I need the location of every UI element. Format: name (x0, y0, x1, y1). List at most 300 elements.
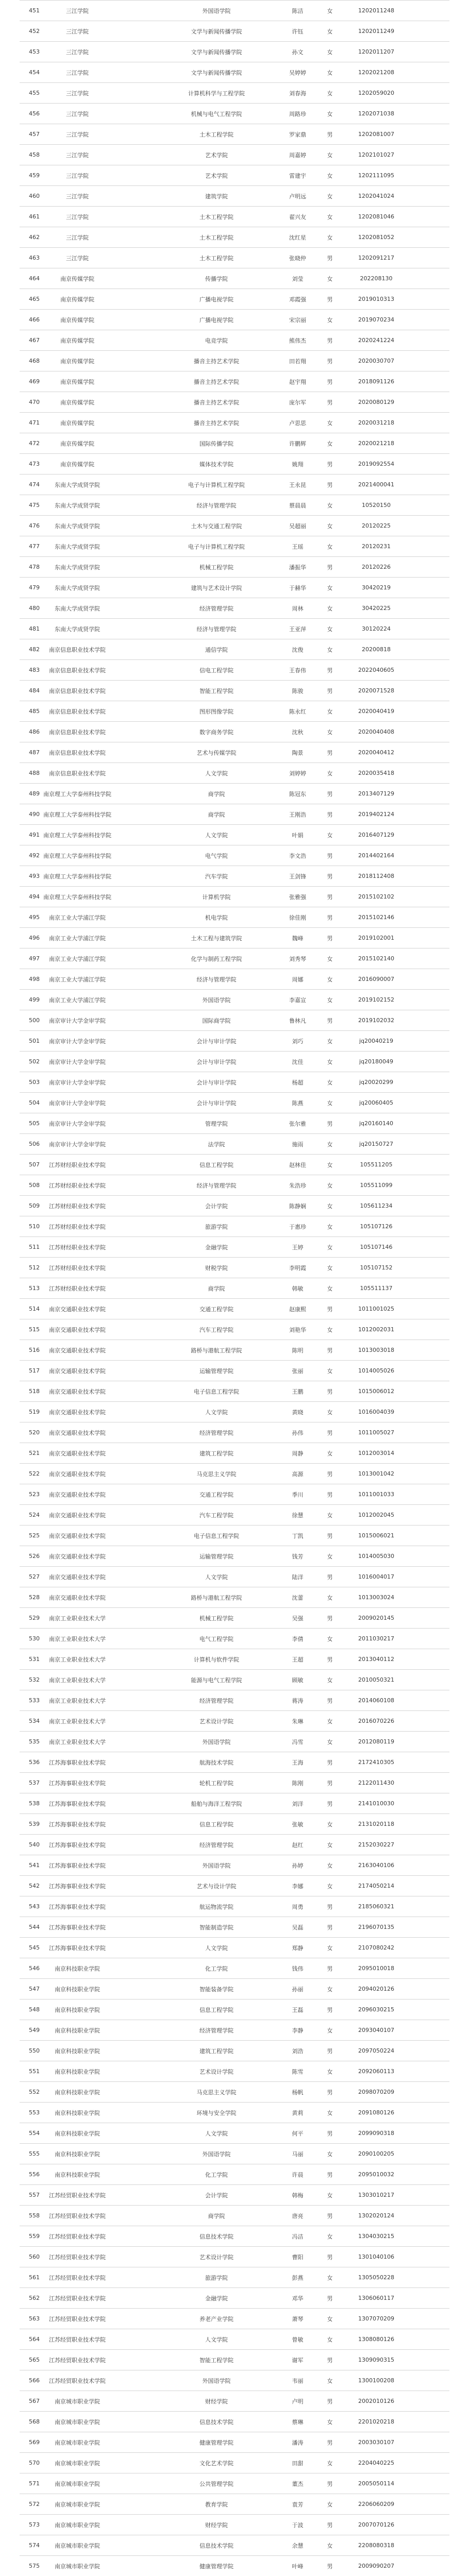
institution-cell: 南京交通职业技术学院 (49, 1594, 106, 1601)
empty-cell (106, 1773, 155, 1793)
gender-cell: 女 (327, 1079, 333, 1086)
row-index: 476 (29, 522, 40, 529)
staff-id-cell: 1012002045 (358, 1512, 394, 1518)
empty-cell (106, 2226, 155, 2246)
gender-cell: 女 (327, 110, 333, 117)
staff-id-cell: 2011030217 (358, 1635, 394, 1642)
name-cell: 李文浩 (289, 852, 306, 859)
empty-cell (410, 1938, 449, 1958)
department-cell: 汽车工程学院 (199, 1326, 233, 1333)
row-index: 477 (29, 543, 40, 550)
empty-cell (106, 248, 155, 268)
department-cell: 经济管理学院 (199, 1697, 233, 1704)
name-cell: 熊伟杰 (289, 337, 306, 344)
institution-cell: 南京交通职业技术学院 (49, 1450, 106, 1457)
name-cell: 王春伟 (289, 667, 306, 674)
institution-cell: 江苏财经职业技术学院 (49, 1285, 106, 1292)
empty-cell (106, 516, 155, 536)
staff-id-cell: 105511099 (360, 1182, 393, 1189)
empty-cell (410, 1855, 449, 1875)
gender-cell: 女 (327, 1244, 333, 1251)
department-cell: 信息工程学院 (199, 1161, 233, 1168)
name-cell: 王刚浩 (289, 811, 306, 818)
gender-cell: 男 (327, 667, 333, 674)
row-index: 575 (29, 2563, 40, 2569)
table-row (20, 2164, 449, 2185)
row-index: 503 (29, 1079, 40, 1086)
empty-cell (410, 2020, 449, 2040)
department-cell: 航海技术学院 (199, 1759, 233, 1766)
gender-cell: 女 (327, 1450, 333, 1457)
table-row (20, 2309, 449, 2329)
table-row (20, 948, 449, 969)
staff-id-cell: 1202081007 (358, 131, 394, 138)
empty-cell (106, 21, 155, 41)
gender-cell: 女 (327, 832, 333, 839)
institution-cell: 江苏海事职业技术学院 (49, 1883, 106, 1890)
staff-id-cell: 2020080129 (358, 399, 394, 405)
staff-id-cell: 2020071528 (358, 687, 394, 694)
name-cell: 丁凯 (292, 1532, 304, 1539)
gender-cell: 女 (327, 584, 333, 591)
row-index: 549 (29, 2027, 40, 2033)
empty-cell (410, 2391, 449, 2411)
staff-id-cell: 1014005030 (358, 1553, 394, 1560)
row-index: 504 (29, 1099, 40, 1106)
empty-cell (410, 536, 449, 556)
table-row (20, 1793, 449, 1814)
row-index: 540 (29, 1841, 40, 1848)
table-row (20, 1381, 449, 1402)
row-index: 491 (29, 832, 40, 838)
empty-cell (410, 2041, 449, 2061)
name-cell: 吴强 (292, 1615, 304, 1622)
empty-cell (106, 42, 155, 62)
staff-id-cell: 1013001042 (358, 1470, 394, 1477)
name-cell: 刘浩 (292, 2047, 304, 2055)
empty-cell (410, 557, 449, 577)
staff-id-cell: 2020035418 (358, 770, 394, 776)
empty-cell (410, 948, 449, 969)
gender-cell: 男 (327, 811, 333, 818)
department-cell: 经济与管理学院 (196, 502, 237, 509)
empty-cell (106, 557, 155, 577)
empty-cell (410, 2247, 449, 2267)
empty-cell (106, 1505, 155, 1525)
staff-id-cell: jq20150727 (359, 1141, 394, 1147)
institution-cell: 南京工业职业技术大学 (49, 1676, 106, 1684)
institution-cell: 东南大学成贤学院 (55, 564, 100, 571)
table-row (20, 330, 449, 351)
gender-cell: 男 (327, 687, 333, 694)
staff-id-cell: 1202081052 (358, 234, 394, 241)
empty-cell (106, 1567, 155, 1587)
institution-cell: 南京审计大学金审学院 (49, 1058, 106, 1065)
department-cell: 土木工程学院 (199, 255, 233, 262)
gender-cell: 女 (327, 625, 333, 633)
table-row (20, 1546, 449, 1567)
empty-cell (410, 1361, 449, 1381)
institution-cell: 南京理工大学泰州科技学院 (43, 852, 111, 859)
table-row (20, 351, 449, 371)
empty-cell (106, 990, 155, 1010)
empty-cell (106, 2267, 155, 2287)
row-index: 472 (29, 440, 40, 447)
table-row (20, 1567, 449, 1587)
table-row (20, 2206, 449, 2226)
table-row (20, 1278, 449, 1299)
empty-cell (410, 2453, 449, 2473)
institution-cell: 江苏海事职业技术学院 (49, 1944, 106, 1952)
empty-cell (410, 2412, 449, 2432)
staff-id-cell: 2007070126 (358, 2521, 394, 2528)
empty-cell (410, 990, 449, 1010)
gender-cell: 女 (327, 90, 333, 97)
empty-cell (410, 1814, 449, 1834)
table-row (20, 2247, 449, 2267)
row-index: 490 (29, 811, 40, 818)
institution-cell: 南京传媒学院 (60, 358, 94, 365)
staff-id-cell: 2122011430 (358, 1780, 394, 1786)
staff-id-cell: 2019402124 (358, 811, 394, 818)
name-cell: 唐亮 (292, 2212, 304, 2219)
empty-cell (106, 330, 155, 350)
row-index: 457 (29, 131, 40, 138)
gender-cell: 女 (327, 1883, 333, 1890)
row-index: 452 (29, 28, 40, 35)
department-cell: 经济与管理学院 (196, 976, 237, 983)
staff-id-cell: 1303010217 (358, 2192, 394, 2198)
institution-cell: 南京科技职业学院 (55, 1965, 100, 1972)
empty-cell (106, 474, 155, 495)
empty-cell (106, 2391, 155, 2411)
institution-cell: 南京城市职业学院 (55, 2439, 100, 2446)
gender-cell: 男 (327, 749, 333, 756)
institution-cell: 南京审计大学金审学院 (49, 1017, 106, 1024)
gender-cell: 女 (327, 1326, 333, 1333)
institution-cell: 南京科技职业学院 (55, 1986, 100, 1993)
name-cell: 周勇 (292, 1903, 304, 1910)
staff-table (20, 0, 449, 2576)
row-index: 514 (29, 1306, 40, 1312)
row-index: 496 (29, 935, 40, 941)
empty-cell (106, 639, 155, 659)
name-cell: 蔡晨晨 (289, 502, 306, 509)
gender-cell: 男 (327, 1347, 333, 1354)
table-row (20, 1155, 449, 1175)
empty-cell (410, 495, 449, 515)
institution-cell: 南京工业职业技术大学 (49, 1697, 106, 1704)
department-cell: 经济管理学院 (199, 1429, 233, 1436)
department-cell: 外国语学院 (202, 996, 231, 1004)
institution-cell: 南京传媒学院 (60, 337, 94, 344)
row-index: 533 (29, 1697, 40, 1704)
institution-cell: 三江学院 (66, 69, 89, 76)
name-cell: 袁芳 (292, 2501, 304, 2508)
name-cell: 赵宇翔 (289, 378, 306, 385)
empty-cell (106, 1278, 155, 1298)
department-cell: 汽车工程学院 (199, 1512, 233, 1519)
institution-cell: 南京城市职业学院 (55, 2501, 100, 2508)
table-row (20, 2103, 449, 2123)
empty-cell (410, 1258, 449, 1278)
empty-cell (106, 804, 155, 824)
row-index: 510 (29, 1223, 40, 1230)
table-row (20, 1464, 449, 1484)
table-row (20, 2412, 449, 2432)
row-index: 460 (29, 193, 40, 199)
empty-cell (410, 1113, 449, 1133)
empty-cell (410, 1546, 449, 1566)
row-index: 484 (29, 687, 40, 694)
staff-id-cell: 1015006021 (358, 1532, 394, 1539)
row-index: 474 (29, 481, 40, 488)
row-index: 495 (29, 914, 40, 921)
row-index: 569 (29, 2439, 40, 2446)
empty-cell (410, 1134, 449, 1154)
empty-cell (410, 1422, 449, 1443)
table-row (20, 1732, 449, 1752)
institution-cell: 江苏海事职业技术学院 (49, 1841, 106, 1849)
department-cell: 商学院 (208, 811, 225, 818)
staff-id-cell: 105611234 (360, 1202, 393, 1209)
gender-cell: 男 (327, 1780, 333, 1787)
institution-cell: 南京城市职业学院 (55, 2418, 100, 2426)
empty-cell (106, 1732, 155, 1752)
table-row (20, 2350, 449, 2370)
institution-cell: 三江学院 (66, 131, 89, 138)
staff-id-cell: 20120225 (362, 522, 391, 529)
staff-id-cell: 1309090315 (358, 2357, 394, 2363)
name-cell: 许钰 (292, 28, 304, 35)
institution-cell: 南京信息职业技术学院 (49, 770, 106, 777)
institution-cell: 南京科技职业学院 (55, 2089, 100, 2096)
name-cell: 季川 (292, 1491, 304, 1498)
empty-cell (106, 598, 155, 618)
staff-id-cell: 105511205 (360, 1161, 393, 1168)
name-cell: 宋宗丽 (289, 316, 306, 324)
row-index: 497 (29, 955, 40, 962)
institution-cell: 南京工业大学浦江学院 (49, 955, 106, 962)
empty-cell (410, 887, 449, 907)
empty-cell (410, 516, 449, 536)
institution-cell: 江苏财经职业技术学院 (49, 1182, 106, 1189)
empty-cell (106, 392, 155, 412)
institution-cell: 南京交通职业技术学院 (49, 1409, 106, 1416)
institution-cell: 南京工业职业技术大学 (49, 1615, 106, 1622)
gender-cell: 男 (327, 378, 333, 385)
department-cell: 人文学院 (205, 832, 228, 839)
institution-cell: 南京传媒学院 (60, 440, 94, 447)
empty-cell (106, 1649, 155, 1669)
empty-cell (410, 248, 449, 268)
department-cell: 船舶与海洋工程学院 (191, 1800, 242, 1807)
gender-cell: 女 (327, 708, 333, 715)
gender-cell: 女 (327, 1202, 333, 1210)
gender-cell: 女 (327, 234, 333, 241)
gender-cell: 女 (327, 976, 333, 983)
empty-cell (106, 2432, 155, 2452)
name-cell: 田若翔 (289, 358, 306, 365)
empty-cell (410, 124, 449, 144)
empty-cell (410, 2144, 449, 2164)
row-index: 563 (29, 2315, 40, 2322)
table-row (20, 1505, 449, 1526)
gender-cell: 女 (327, 1223, 333, 1230)
name-cell: 曹阳 (292, 2253, 304, 2261)
table-row (20, 742, 449, 763)
empty-cell (106, 1010, 155, 1030)
gender-cell: 女 (327, 440, 333, 447)
staff-id-cell: 30420219 (362, 584, 391, 591)
empty-cell (410, 1732, 449, 1752)
name-cell: 王磊 (292, 2006, 304, 2013)
institution-cell: 南京信息职业技术学院 (49, 749, 106, 756)
row-index: 463 (29, 255, 40, 261)
empty-cell (106, 763, 155, 783)
name-cell: 王超 (292, 1656, 304, 1663)
empty-cell (106, 2350, 155, 2370)
table-row (20, 1526, 449, 1546)
table-row (20, 1690, 449, 1711)
empty-cell (106, 1422, 155, 1443)
staff-id-cell: 2019102032 (358, 1017, 394, 1024)
name-cell: 徐慧 (292, 1512, 304, 1519)
empty-cell (106, 784, 155, 804)
table-row (20, 2185, 449, 2206)
name-cell: 邓华 (292, 2295, 304, 2302)
table-row (20, 2267, 449, 2288)
name-cell: 钱芳 (292, 1553, 304, 1560)
staff-id-cell: 1016004039 (358, 1409, 394, 1415)
staff-id-cell: 2015102140 (358, 955, 394, 962)
table-row (20, 557, 449, 578)
institution-cell: 南京理工大学泰州科技学院 (43, 811, 111, 818)
gender-cell: 女 (327, 646, 333, 653)
empty-cell (410, 619, 449, 639)
institution-cell: 南京理工大学泰州科技学院 (43, 873, 111, 880)
institution-cell: 江苏财经职业技术学院 (49, 1264, 106, 1272)
name-cell: 朱浩珍 (289, 1182, 306, 1189)
name-cell: 沈秋 (292, 728, 304, 736)
staff-id-cell: 20200818 (362, 646, 391, 653)
institution-cell: 南京城市职业学院 (55, 2563, 100, 2570)
empty-cell (106, 536, 155, 556)
name-cell: 张尔雅 (289, 1120, 306, 1127)
empty-cell (410, 186, 449, 206)
gender-cell: 男 (327, 1656, 333, 1663)
gender-cell: 男 (327, 481, 333, 488)
name-cell: 沈俊 (292, 646, 304, 653)
table-row (20, 2123, 449, 2144)
gender-cell: 女 (327, 502, 333, 509)
gender-cell: 男 (327, 131, 333, 138)
row-index: 498 (29, 976, 40, 982)
gender-cell: 男 (327, 2398, 333, 2405)
table-row (20, 165, 449, 186)
department-cell: 路桥与港航工程学院 (191, 1347, 242, 1354)
name-cell: 陆洋 (292, 1573, 304, 1581)
staff-id-cell: 2020031218 (358, 419, 394, 426)
empty-cell (410, 1031, 449, 1051)
institution-cell: 南京科技职业学院 (55, 2130, 100, 2137)
row-index: 453 (29, 48, 40, 55)
department-cell: 媒体技术学院 (199, 461, 233, 468)
gender-cell: 女 (327, 2336, 333, 2343)
table-row (20, 454, 449, 474)
row-index: 492 (29, 852, 40, 859)
department-cell: 旅游学院 (205, 1223, 228, 1230)
institution-cell: 三江学院 (66, 110, 89, 117)
name-cell: 周嘉婷 (289, 151, 306, 159)
gender-cell: 女 (327, 522, 333, 530)
row-index: 527 (29, 1573, 40, 1580)
row-index: 539 (29, 1821, 40, 1827)
row-index: 479 (29, 584, 40, 591)
empty-cell (106, 1855, 155, 1875)
row-index: 481 (29, 625, 40, 632)
empty-cell (106, 866, 155, 886)
row-index: 493 (29, 873, 40, 879)
table-row (20, 1113, 449, 1134)
row-index: 562 (29, 2295, 40, 2301)
department-cell: 人文学院 (205, 2130, 228, 2137)
empty-cell (410, 2309, 449, 2329)
empty-cell (106, 660, 155, 680)
institution-cell: 南京科技职业学院 (55, 2027, 100, 2034)
name-cell: 吴婷婷 (289, 69, 306, 76)
staff-id-cell: 1013003024 (358, 1594, 394, 1601)
row-index: 520 (29, 1429, 40, 1436)
empty-cell (106, 2494, 155, 2514)
staff-id-cell: 2196070135 (358, 1924, 394, 1930)
gender-cell: 女 (327, 172, 333, 179)
gender-cell: 女 (327, 2274, 333, 2281)
department-cell: 国际商学院 (202, 1017, 231, 1024)
staff-id-cell: 2094020126 (358, 1986, 394, 1992)
gender-cell: 女 (327, 2068, 333, 2075)
department-cell: 传播学院 (205, 275, 228, 282)
empty-cell (106, 1134, 155, 1154)
empty-cell (410, 62, 449, 82)
staff-id-cell: 2099090318 (358, 2130, 394, 2137)
row-index: 489 (29, 790, 40, 797)
department-cell: 土木工程与建筑学院 (191, 935, 242, 942)
empty-cell (410, 928, 449, 948)
institution-cell: 三江学院 (66, 193, 89, 200)
empty-cell (410, 145, 449, 165)
row-index: 500 (29, 1017, 40, 1024)
gender-cell: 女 (327, 1409, 333, 1416)
empty-cell (410, 660, 449, 680)
gender-cell: 女 (327, 151, 333, 159)
institution-cell: 江苏经贸职业技术学院 (49, 2377, 106, 2384)
staff-id-cell: jq20040219 (359, 1038, 394, 1044)
institution-cell: 南京理工大学泰州科技学院 (43, 790, 111, 798)
name-cell: 董杰 (292, 2480, 304, 2487)
department-cell: 养老产业学院 (199, 2315, 233, 2323)
name-cell: 钱伟 (292, 1965, 304, 1972)
empty-cell (106, 887, 155, 907)
gender-cell: 女 (327, 2109, 333, 2116)
institution-cell: 南京信息职业技术学院 (49, 708, 106, 715)
institution-cell: 南京城市职业学院 (55, 2542, 100, 2549)
empty-cell (106, 578, 155, 598)
table-row (20, 1361, 449, 1381)
department-cell: 智能工程学院 (199, 687, 233, 694)
empty-cell (106, 825, 155, 845)
department-cell: 智能装备学院 (199, 1986, 233, 1993)
